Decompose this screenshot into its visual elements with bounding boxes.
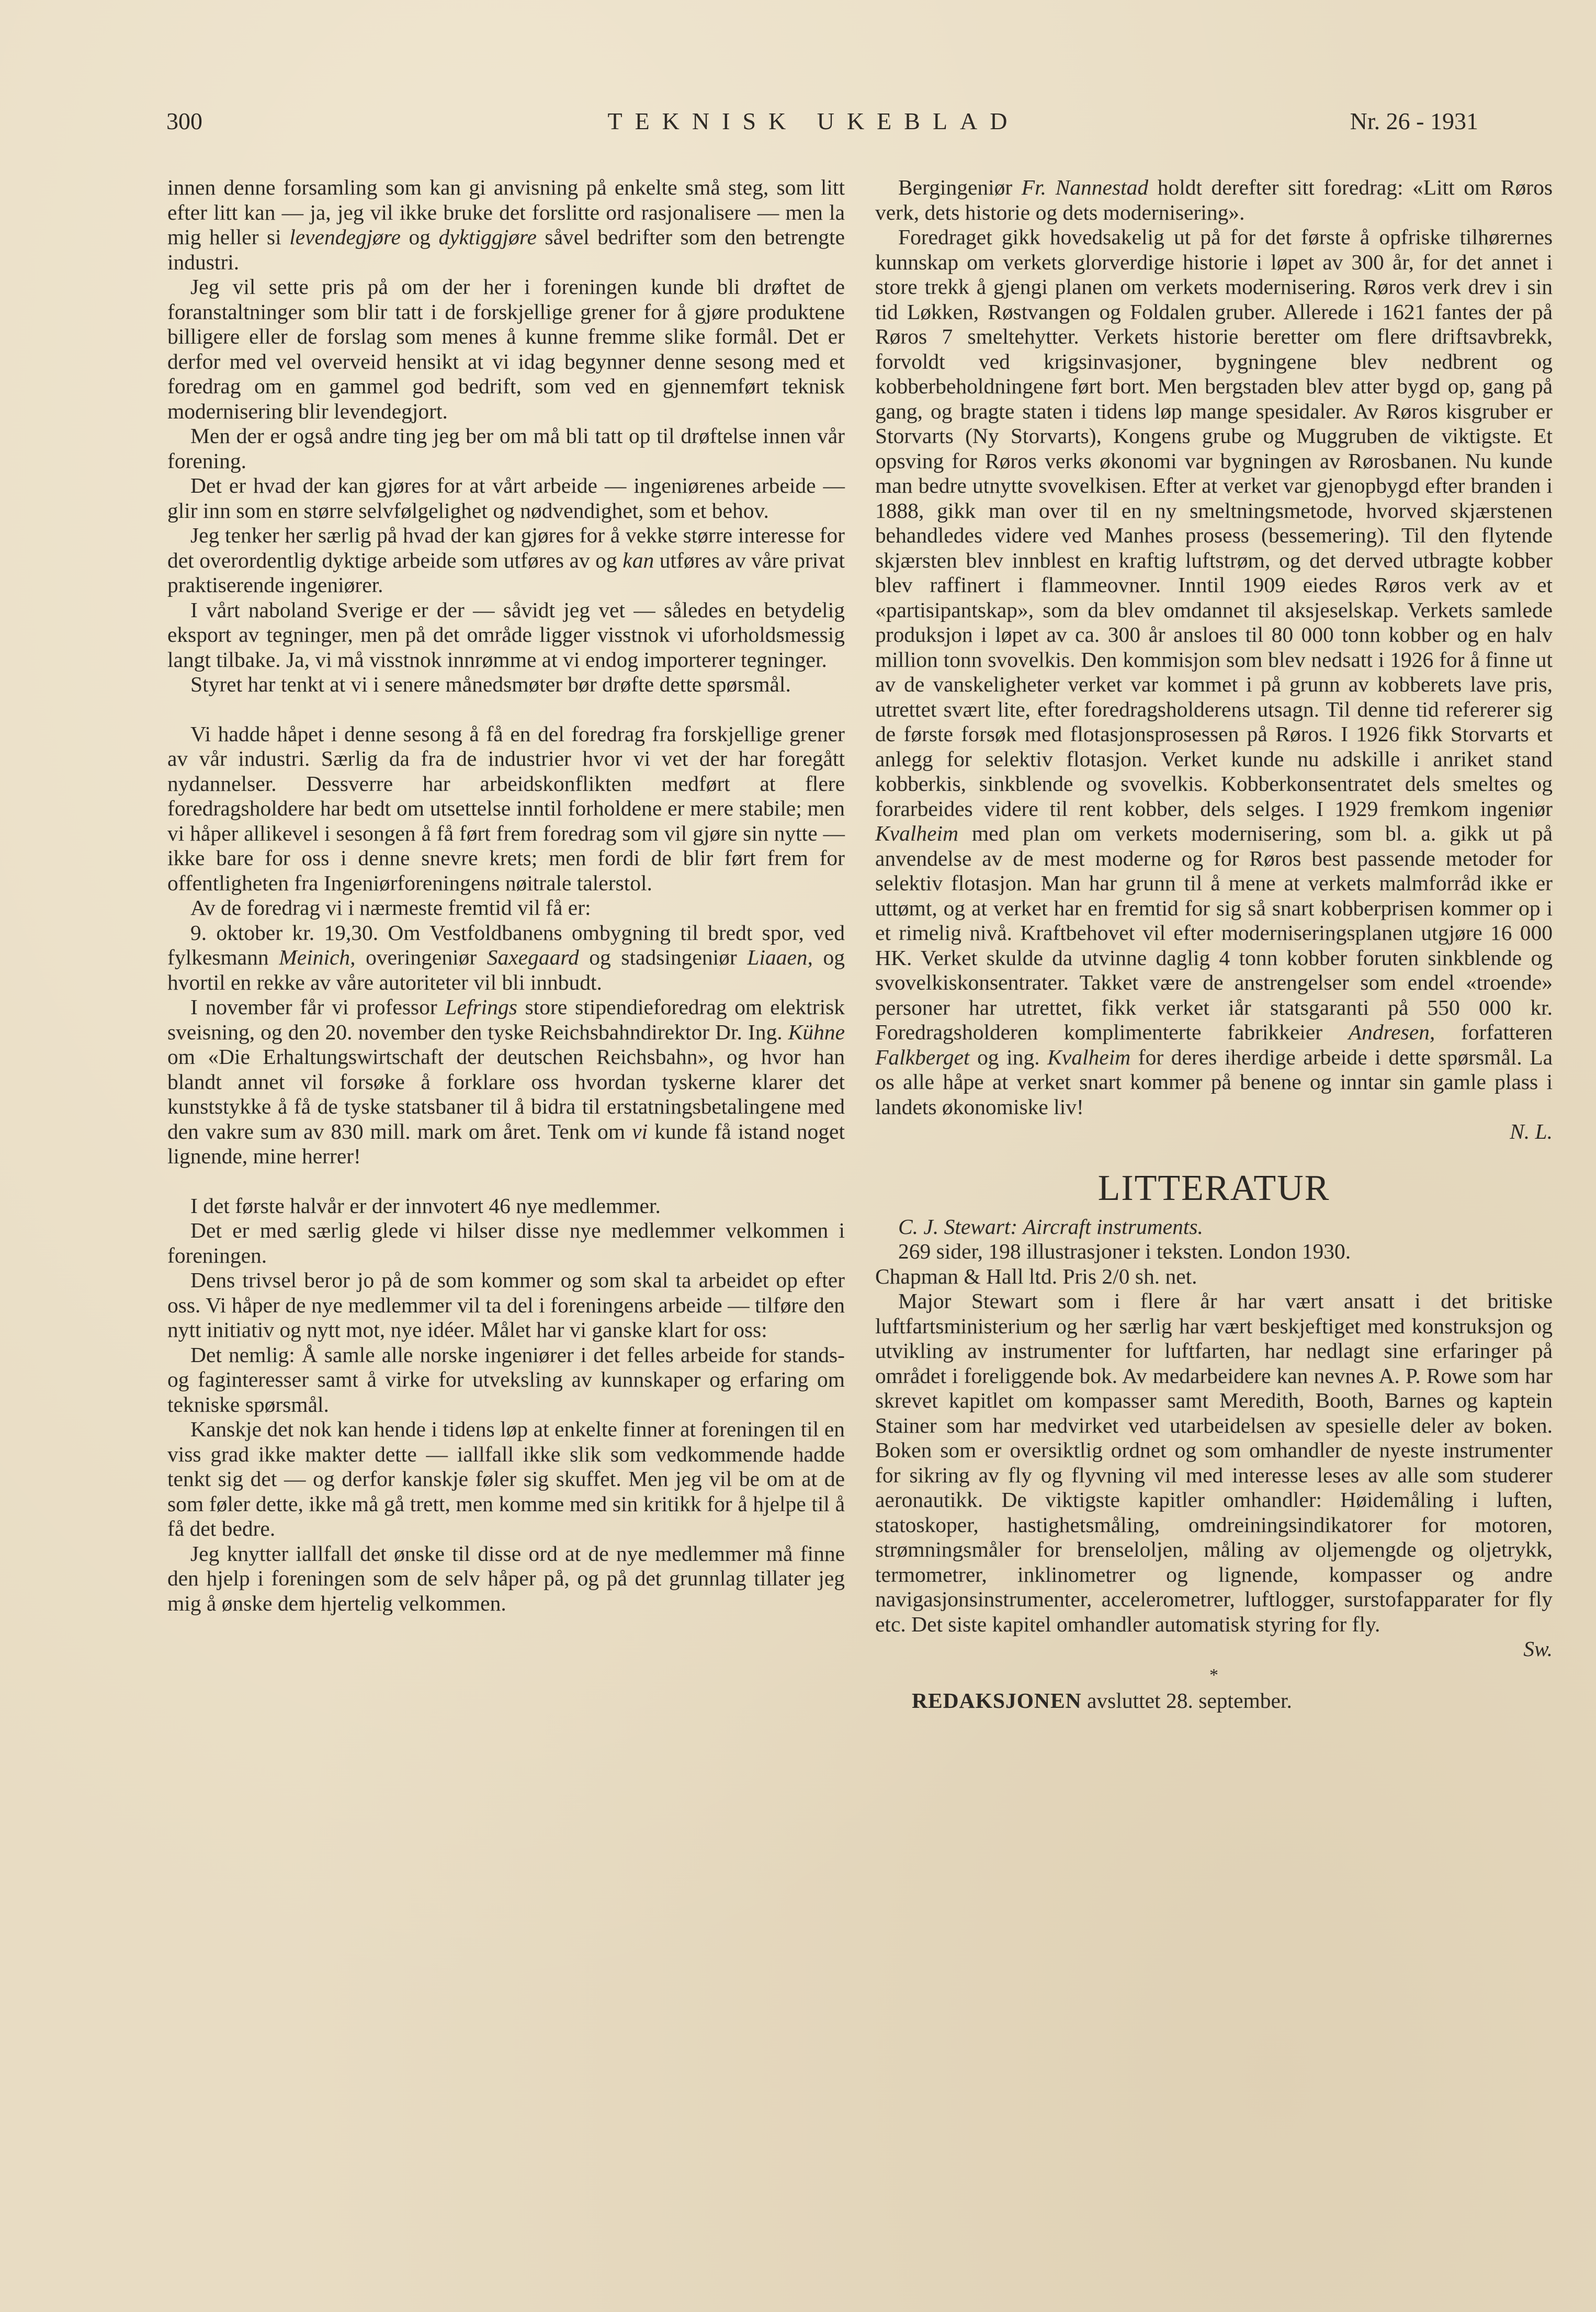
text-run: Av de foredrag vi i nærmeste fremtid vil få er: bbox=[190, 896, 591, 920]
italic-text: Lefrings bbox=[445, 995, 517, 1019]
text-run: kunde få istand noget lignende, mine herrer! bbox=[167, 1119, 845, 1168]
review-signature-text: Sw. bbox=[1523, 1637, 1553, 1661]
text-run: og hvortil en rekke av våre autoriteter vil bli innbudt. bbox=[167, 945, 845, 994]
paragraph bbox=[167, 921, 845, 995]
book-title: Aircraft instruments. bbox=[1023, 1214, 1203, 1239]
italic-text: kan bbox=[622, 548, 654, 572]
paragraph bbox=[167, 1218, 845, 1268]
paragraph bbox=[875, 175, 1553, 225]
closing-label: REDAKSJONEN bbox=[912, 1688, 1082, 1713]
paragraph bbox=[167, 1268, 845, 1343]
text-run: og ing. bbox=[969, 1045, 1048, 1069]
page-header bbox=[0, 107, 1596, 144]
book-details-2: Chapman & Hall ltd. Pris 2/0 sh. net. bbox=[875, 1264, 1197, 1288]
page-number: 300 bbox=[166, 108, 202, 134]
text-run: Men der er også andre ting jeg ber om må bli tatt op til drøftelse innen vår forening. bbox=[167, 424, 845, 473]
paragraph bbox=[167, 1542, 845, 1616]
book-details-1: 269 sider, 198 illustrasjoner i teksten. London 1930. bbox=[898, 1239, 1351, 1263]
text-run: Jeg tenker her særlig på hvad der kan gjøres for å vekke større interesse for det overordentlig dyktige arbeide som utføres av og bbox=[167, 523, 845, 572]
left-column bbox=[167, 175, 845, 1616]
text-run: såvel bedrifter som den betrengte industri. bbox=[167, 225, 845, 274]
text-run: overingeniør bbox=[355, 945, 487, 969]
signature-text: N. L. bbox=[1510, 1119, 1553, 1143]
paragraph bbox=[167, 275, 845, 424]
separator-asterisk: * bbox=[1209, 1665, 1218, 1685]
text-run: Vi hadde håpet i denne sesong å få en del foredrag fra forskjellige grener av vår industri. Særlig da fra de industrier hvor vi vet der har foregått nydannelser. Dessverre har arbeidskonflikten medført at flere foredragsholdere har bedt om utsettelse inntil forholdene er mere stabile; men vi håper allikevel i sesongen å få ført frem foredrag som vil gjøre sin nytte — ikke bare for oss i denne snevre krets; men fordi de blir ført frem for offentligheten fra Ingeniørforeningens nøitrale talerstol. bbox=[167, 721, 845, 895]
section-title-litteratur: LITTERATUR bbox=[1097, 1168, 1330, 1208]
text-run: I vårt naboland Sverige er der — såvidt jeg vet — således en betydelig eksport av tegninger, men på det område ligger visstnok vi uforholdsmessig langt tilbake. Ja, vi må visstnok innrømme at vi endog importerer tegninger. bbox=[167, 597, 845, 672]
text-run: med plan om verkets modernisering, som bl. a. gikk ut på anvendelse av de mest moderne og for Røros best passende metoder for selektiv flotasjon. Man har grunn til å mene at verkets malmforråd ikke er uttømt, og at verket har en fremtid for sig så snart kobberprisen kommer op i et rimelig nivå. Kraftbehovet vil efter moderniseringsplanen utgjøre 16 000 HK. Verket skulde da utvinne daglig 4 tonn kobber foruten sinkblende og svovelkiskonsentrater. Takket være de anstrengelser som endel «troende» personer har utrettet, fikk verket iår statsgaranti på 550 000 kr. Foredragsholderen komplimenterte fabrikkeier bbox=[875, 821, 1553, 1044]
text-run: Styret har tenkt at vi i senere månedsmøter bør drøfte dette spørsmål. bbox=[190, 672, 791, 696]
text-run: 9. oktober kr. 19,30. Om Vestfoldbanens ombygning til bredt spor, ved fylkesmann bbox=[167, 920, 845, 969]
paragraph bbox=[167, 1194, 845, 1219]
text-run: innen denne forsamling som kan gi anvisning på enkelte små steg, som litt efter litt kan — ja, jeg vil ikke bruke det forslitte ord rasjonalisere — men la mig heller si bbox=[167, 175, 845, 249]
italic-text: vi bbox=[632, 1119, 648, 1143]
closing-text: avsluttet 28. september. bbox=[1081, 1688, 1292, 1713]
right-column-article bbox=[875, 175, 1553, 1119]
text-run: Det er hvad der kan gjøres for at vårt arbeide — ingeniørenes arbeide — glir inn som en større selvfølgelighet og nødvendighet, som et behov. bbox=[167, 473, 845, 523]
text-run: og stadsingeniør bbox=[579, 945, 748, 969]
paragraph bbox=[875, 225, 1553, 1119]
book-reference bbox=[875, 1215, 1553, 1240]
article-signature bbox=[875, 1119, 1553, 1144]
italic-text: Kühne bbox=[788, 1019, 845, 1044]
text-run: Det er med særlig glede vi hilser disse nye medlemmer velkommen i foreningen. bbox=[167, 1218, 845, 1267]
text-run: Jeg vil sette pris på om der her i foreningen kunde bli drøftet de foranstaltninger som blir tatt i de forskjellige grener for å gjøre produktene billigere eller de forslag som menes å kunne fremme slike formål. Det er derfor med vel overveid hensikt at vi idag begynner denne sesong med et foredrag om en gammel god bedrift, som ved en gjennemført teknisk modernisering blir levendegjort. bbox=[167, 275, 845, 423]
paragraph bbox=[167, 523, 845, 598]
text-run: og bbox=[400, 225, 439, 249]
italic-text: Meinich, bbox=[279, 945, 356, 969]
italic-text: dyktiggjøre bbox=[438, 225, 537, 249]
review-signature bbox=[875, 1637, 1553, 1662]
paragraph bbox=[167, 175, 845, 275]
book-author: C. J. Stewart: bbox=[898, 1214, 1018, 1239]
text-run: om «Die Erhaltungswirtschaft der deutschen Reichsbahn», og hvor han blandt annet vil forsøke å forklare oss hvordan tyskerne klarer det kunststykke å få de tyske statsbaner til å bidra til erstatningsbetalingene med den vakre sum av 830 mill. mark om året. Tenk om bbox=[167, 1045, 845, 1143]
text-run: Det nemlig: Å samle alle norske ingeniører i det felles arbeide for stands- og faginteresser samt å virke for utveksling av kunnskaper og erfaring om tekniske spørsmål. bbox=[167, 1342, 845, 1416]
paragraph bbox=[167, 896, 845, 921]
closing-note bbox=[875, 1688, 1553, 1714]
paragraph bbox=[167, 1417, 845, 1542]
text-run: I det første halvår er der innvotert 46 nye medlemmer. bbox=[190, 1193, 661, 1218]
italic-text: levendegjøre bbox=[289, 225, 401, 249]
paragraph bbox=[167, 424, 845, 473]
italic-text: Kvalheim bbox=[1047, 1045, 1131, 1069]
book-review: Major Stewart som i flere år har vært ansatt i det britiske luftfartsministerium og her særlig har vært beskjeftiget med konstruksjon og utvikling av instrumenter for luftfarten, har nedlagt sine erfaringer på området i foreliggende bok. Av medarbeidere kan nevnes A. P. Rowe som har skrevet kapitlet om kompasser samt Meredith, Booth, Barnes og kaptein Stainer som har medvirket ved utarbeidelsen av spesielle deler av boken. Boken som er oversiktlig ordnet og som omhandler de nyeste instrumenter for sikring av fly og flyvning vil med interesse leses av alle som studerer aeronautikk. De viktigste kapitler omhandler: Høidemåling i luften, statoskoper, hastighetsmåling, omdreiningsindikatorer for motoren, strømningsmåler for brenseloljen, måling av oljemengde og oljetrykk, termometrer, inklinometrer og lignende, kompasser og andre navigasjonsinstrumenter, accelerometrer, luftlogger, surstofapparater for fly etc. Det siste kapitel omhandler automatisk styring for fly. bbox=[875, 1289, 1553, 1636]
paragraph bbox=[167, 598, 845, 673]
italic-text: Saxegaard bbox=[486, 945, 579, 969]
text-run: store stipendieforedrag om elektrisk sveisning, og den 20. november den tyske Reichsbahndirektor Dr. Ing. bbox=[167, 995, 845, 1044]
text-run: I november får vi professor bbox=[190, 995, 445, 1019]
italic-text: Fr. Nannestad bbox=[1021, 175, 1149, 199]
italic-text: Andresen, bbox=[1348, 1020, 1435, 1044]
text-run: Foredraget gikk hovedsakelig ut på for det første å opfriske tilhørernes kunnskap om verkets glorverdige historie i løpet av 300 år, for det annet i store trekk å gjengi planen om verkets modernisering. Røros verk drev i sin tid Løkken, Røstvangen og Foldalen gruber. Allerede i 1621 fantes der på Røros 7 smeltehytter. Verkets historie beretter om flere driftsavbrekk, forvoldt ved krigsinvasjoner, bygningene blev nedbrent og kobberbeholdningene ført bort. Men bergstaden blev atter bygd op, gang på gang, og bragte staten i tidens løp mange spesidaler. Av Røros kisgruber er Storvarts (Ny Storvarts), Kongens grube og Muggruben de viktigste. Et opsving for Røros verks økonomi var bygningen av Rørosbanen. Nu kunde man bedre utnytte svovelkisen. Efter at verket var gjenopbygd efter branden i 1888, gikk man over til en ny smeltningsmetode, hvorved skjærstenen behandledes videre ved Manhes prosess (bessemering). Til den flytende skjærsten blev innblest en kraftig luftstrøm, og det derved utbragte kobber blev raffinert i flammeovner. Inntil 1909 eiedes Røros verk av et «partisipantskap», som da blev omdannet til aksjeselskap. Verkets samlede produksjon i løpet av ca. 300 år ansloes til 80 000 tonn kobber og en halv million tonn svovelkis. Den kommisjon som blev nedsatt i 1926 for å finne ut av de vanskeligheter verket var kommet i på grunn av kobberets lave pris, utrettet svært lite, efter foredragsholderens utsagn. Til denne tid refererer sig de første forsøk med flotasjonsprosessen på Røros. I 1926 fikk Storvarts et anlegg for selektiv flotasjon. Verket kunde nu adskille i anriket stand kobberkis, sinkblende og svovelkis. Kobberkonsentratet dels smeltes og forarbeides videre til rent kobber, dels selges. I 1929 fremkom ingeniør bbox=[875, 225, 1553, 821]
italic-text: Liaaen, bbox=[747, 945, 813, 969]
paragraph bbox=[167, 473, 845, 523]
right-column bbox=[875, 175, 1553, 1714]
paragraph bbox=[167, 672, 845, 697]
text-run: utføres av våre privat praktiserende ingeniører. bbox=[167, 548, 845, 597]
text-run: Jeg knytter iallfall det ønske til disse ord at de nye medlemmer må finne den hjelp i foreningen som de selv håper på, og på det grunnlag tillater jeg mig å ønske dem hjertelig velkommen. bbox=[167, 1541, 845, 1615]
text-run: Dens trivsel beror jo på de som kommer og som skal ta arbeidet op efter oss. Vi håper de nye medlemmer vil ta del i foreningens arbeide — tilføre den nytt initiativ og nytt mot, nye idéer. Målet har vi ganske klart for oss: bbox=[167, 1268, 845, 1342]
paragraph bbox=[167, 1343, 845, 1418]
text-run: forfatteren bbox=[1435, 1020, 1553, 1044]
text-run: Bergingeniør bbox=[898, 175, 1022, 199]
italic-text: Falkberget bbox=[875, 1045, 970, 1069]
paragraph bbox=[167, 722, 845, 896]
italic-text: Kvalheim bbox=[875, 821, 959, 845]
text-run: holdt derefter sitt foredrag: «Litt om Røros verk, dets historie og dets modernisering». bbox=[875, 175, 1553, 224]
text-run: for deres iherdige arbeide i dette spørsmål. La os alle håpe at verket snart kommer på benene og inntar sin gamle plass i landets økonomiske liv! bbox=[875, 1045, 1553, 1119]
journal-title: TEKNISK UKEBLAD bbox=[607, 108, 1020, 134]
text-run: Kanskje det nok kan hende i tidens løp at enkelte finner at foreningen til en viss grad ikke makter dette — iallfall ikke slik som vedkommende hadde tenkt sig det — og derfor kanskje føler sig skuffet. Men jeg vil be om at de som føler dette, ikke må gå trett, men komme med sin kritikk for å hjelpe til å få det bedre. bbox=[167, 1417, 845, 1540]
paragraph bbox=[167, 995, 845, 1169]
issue-number: Nr. 26 - 1931 bbox=[1350, 108, 1478, 134]
